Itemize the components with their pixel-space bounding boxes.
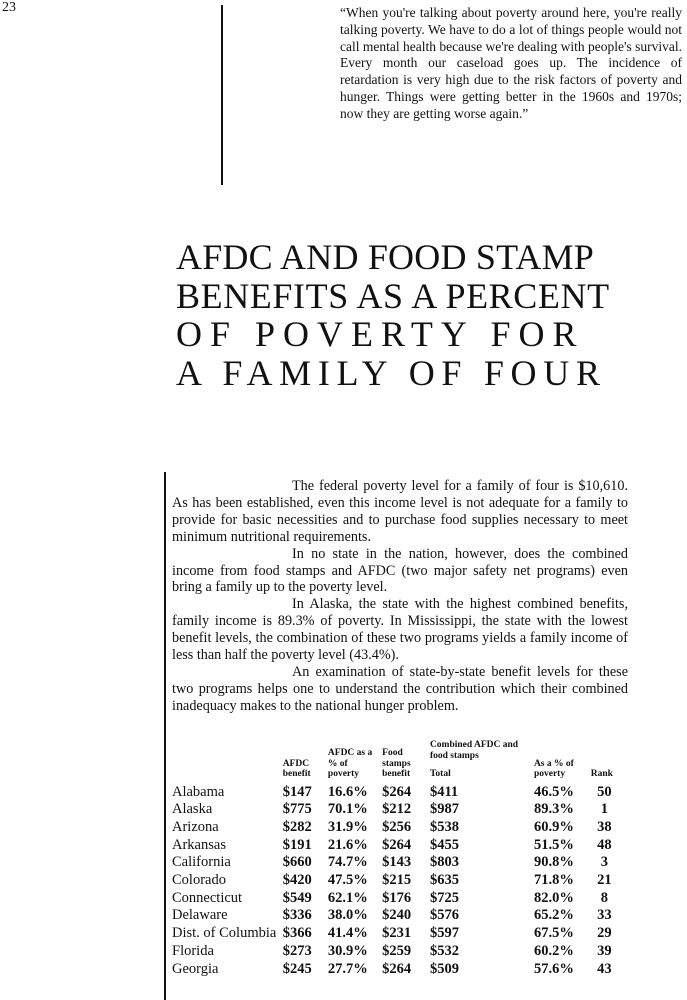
rank-cell: 50 xyxy=(597,783,612,800)
food-cell: $215 xyxy=(382,872,412,889)
paragraph: The federal poverty level for a family of four is $10,610. As has been established, even this income level is not adequate for a family to provide for basic necessities and to purchase food supplies necessary to meet minimum nutritional requirements. xyxy=(172,478,628,545)
state-cell: Arizona xyxy=(172,818,219,835)
table-row xyxy=(170,943,620,961)
state-cell: Arkansas xyxy=(172,836,226,853)
afdc-cell: $273 xyxy=(282,942,312,959)
afdc-cell: $549 xyxy=(282,889,312,906)
rank-header: Rank xyxy=(590,769,613,779)
afdc-pct-cell: 41.4% xyxy=(327,925,368,942)
afdc-cell: $147 xyxy=(282,783,312,800)
afdc-pct-cell: 21.6% xyxy=(327,836,368,853)
state-cell: Georgia xyxy=(172,960,219,977)
afdc-cell: $420 xyxy=(282,872,312,889)
total-cell: $455 xyxy=(429,836,459,853)
state-header xyxy=(170,740,281,784)
table-row xyxy=(170,854,620,872)
table-row xyxy=(170,784,620,802)
total-cell: $576 xyxy=(429,907,459,924)
pct-header: As a % of poverty xyxy=(533,758,574,779)
food-header: Food stamps benefit xyxy=(382,748,411,779)
afdc-pct-cell: 38.0% xyxy=(327,907,368,924)
food-cell: $231 xyxy=(382,925,412,942)
rank-cell: 48 xyxy=(597,836,612,853)
total-cell: $987 xyxy=(429,801,459,818)
state-cell: Connecticut xyxy=(172,889,243,906)
table-row xyxy=(170,961,620,979)
afdc-pct-cell: 30.9% xyxy=(327,942,368,959)
afdc-cell: $191 xyxy=(282,836,312,853)
food-cell: $256 xyxy=(382,818,412,835)
pct-cell: 90.8% xyxy=(533,854,574,871)
total-header xyxy=(428,740,532,784)
table-row xyxy=(170,801,620,819)
state-cell: Alaska xyxy=(172,801,213,818)
total-cell: $509 xyxy=(429,960,459,977)
benefits-table xyxy=(170,740,620,978)
table-row xyxy=(170,925,620,943)
total-cell: $803 xyxy=(429,854,459,871)
total-cell: $538 xyxy=(429,818,459,835)
table-row xyxy=(170,907,620,925)
pct-cell: 57.6% xyxy=(533,960,574,977)
body-text xyxy=(172,478,628,715)
pull-quote: “When you're talking about poverty around here, you're really talking poverty. We have to do a lot of things people would not call mental health because we're dealing with people's survival. Every month our caseload goes up. The incidence of retardation is very high due to the risk factors of poverty and hunger. Things were getting better in the 1960s and 1970s; now they are getting worse again.” xyxy=(340,5,682,121)
state-cell: Dist. of Columbia xyxy=(172,925,277,942)
afdc-cell: $245 xyxy=(282,960,312,977)
afdc-pct-cell: 62.1% xyxy=(327,889,368,906)
state-cell: Colorado xyxy=(172,872,226,889)
food-cell: $264 xyxy=(382,783,412,800)
afdc-cell: $660 xyxy=(282,854,312,871)
afdc-pct-cell: 47.5% xyxy=(327,872,368,889)
state-cell: Florida xyxy=(172,942,214,959)
page-number: 23 xyxy=(2,0,16,15)
food-cell: $264 xyxy=(382,836,412,853)
total-cell: $635 xyxy=(429,872,459,889)
state-cell: Alabama xyxy=(172,783,225,800)
afdc-pct-cell: 27.7% xyxy=(327,960,368,977)
rank-cell: 21 xyxy=(597,872,612,889)
rank-cell: 8 xyxy=(600,889,608,906)
total-cell: $532 xyxy=(429,942,459,959)
rank-cell: 38 xyxy=(597,818,612,835)
pct-cell: 82.0% xyxy=(533,889,574,906)
afdc-pct-cell: 31.9% xyxy=(327,818,368,835)
combined-group-header: Combined AFDC and food stamps xyxy=(429,740,519,761)
table-header-row xyxy=(170,740,620,784)
state-cell: California xyxy=(172,854,231,871)
paragraph: In no state in the nation, however, does the combined income from food stamps and AFDC (two major safety net programs) even bring a family up to the poverty level. xyxy=(172,545,628,596)
pct-cell: 60.2% xyxy=(533,942,574,959)
headline-line-3: OF POVERTY FOR xyxy=(176,314,585,354)
food-cell: $212 xyxy=(382,801,412,818)
headline xyxy=(176,238,646,392)
rank-cell: 1 xyxy=(600,801,608,818)
afdc-cell: $775 xyxy=(282,801,312,818)
afdc-cell: $336 xyxy=(282,907,312,924)
afdc-header: AFDC benefit xyxy=(282,758,311,779)
total-header-label: Total xyxy=(429,769,451,779)
paragraph: In Alaska, the state with the highest combined benefits, family income is 89.3% of poverty. In Mississippi, the state with the lowest benefit levels, the combination of these two programs yields a family income of less than half the poverty level (43.4%). xyxy=(172,596,628,664)
pct-cell: 46.5% xyxy=(533,783,574,800)
afdc-pct-cell: 70.1% xyxy=(327,801,368,818)
pct-cell: 60.9% xyxy=(533,818,574,835)
rank-cell: 43 xyxy=(597,960,612,977)
pct-cell: 51.5% xyxy=(533,836,574,853)
headline-line-4: A FAMILY OF FOUR xyxy=(176,352,607,393)
table-row xyxy=(170,872,620,890)
headline-line-2: BENEFITS AS A PERCENT xyxy=(176,275,610,316)
table-row xyxy=(170,837,620,855)
rank-cell: 33 xyxy=(597,907,612,924)
afdc-pct-header: AFDC as a % of poverty xyxy=(327,748,373,779)
rank-cell: 3 xyxy=(600,854,608,871)
table-row xyxy=(170,890,620,908)
total-cell: $597 xyxy=(429,925,459,942)
rank-cell: 39 xyxy=(597,942,612,959)
afdc-pct-cell: 74.7% xyxy=(327,854,368,871)
body-divider xyxy=(164,472,166,1000)
rank-cell: 29 xyxy=(597,925,612,942)
table-body xyxy=(170,784,620,979)
pct-cell: 71.8% xyxy=(533,872,574,889)
pct-cell: 65.2% xyxy=(533,907,574,924)
table-row xyxy=(170,819,620,837)
pct-cell: 89.3% xyxy=(533,801,574,818)
food-cell: $264 xyxy=(382,960,412,977)
paragraph: An examination of state-by-state benefit levels for these two programs helps one to understand the contribution which their combined inadequacy makes to the national hunger problem. xyxy=(172,663,628,714)
afdc-cell: $282 xyxy=(282,818,312,835)
food-cell: $176 xyxy=(382,889,412,906)
pct-cell: 67.5% xyxy=(533,925,574,942)
total-cell: $725 xyxy=(429,889,459,906)
headline-line-1: AFDC AND FOOD STAMP xyxy=(176,237,595,277)
food-cell: $259 xyxy=(382,942,412,959)
total-cell: $411 xyxy=(429,783,459,800)
food-cell: $143 xyxy=(382,854,412,871)
food-cell: $240 xyxy=(382,907,412,924)
quote-divider xyxy=(221,5,223,185)
afdc-pct-cell: 16.6% xyxy=(327,783,368,800)
afdc-cell: $366 xyxy=(282,925,312,942)
state-cell: Delaware xyxy=(172,907,228,924)
